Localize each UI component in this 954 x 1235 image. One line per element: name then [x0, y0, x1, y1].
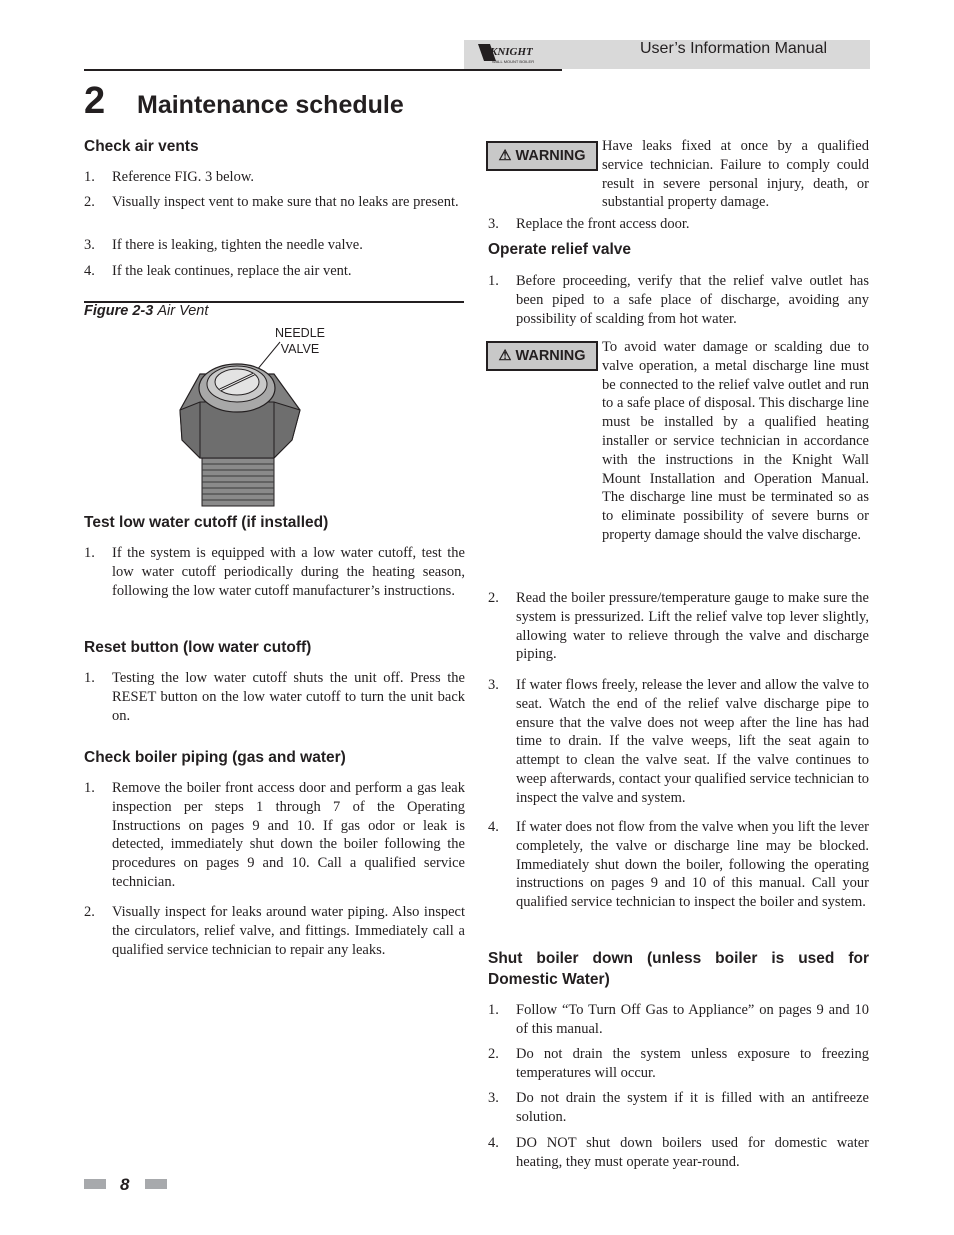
list-item: 1. If the system is equipped with a low water cutoff, test the low water cutoff periodically during the heating season, following the low water cutoff manufacturer’s instructions. [84, 545, 465, 599]
heading-test-low-water-cutoff: Test low water cutoff (if installed) [84, 514, 329, 531]
heading-operate-relief-valve: Operate relief valve [488, 241, 632, 258]
air-vent-illustration [170, 340, 320, 510]
warning-text: Have leaks fixed at once by a qualified service technician. Failure to comply could result in severe personal injury, death, or substantial property damage. [602, 138, 869, 211]
list-item: 1. Reference FIG. 3 below. [84, 169, 254, 185]
list-item: 4. If the leak continues, replace the air vent. [84, 263, 352, 279]
list-item: 3. Do not drain the system if it is filled with an antifreeze solution. [488, 1090, 869, 1125]
list-item: 2. Visually inspect for leaks around water piping. Also inspect the circulators, relief valve, and fittings. Immediately call a qualified service technician to repair any leaks. [84, 904, 465, 958]
list-item: 1. Testing the low water cutoff shuts the unit off. Press the RESET button on the low water cutoff to turn the unit back on. [84, 670, 465, 724]
list-item: 1. Follow “To Turn Off Gas to Appliance” on pages 9 and 10 of this manual. [488, 1002, 869, 1037]
svg-text:WALL MOUNT BOILER: WALL MOUNT BOILER [492, 59, 535, 64]
heading-reset-button: Reset button (low water cutoff) [84, 639, 312, 656]
footer-bar-left [84, 1179, 106, 1189]
list-item: 3. Replace the front access door. [488, 216, 690, 232]
knight-logo [476, 41, 548, 67]
figure-caption: Figure 2-3 Air Vent [84, 303, 209, 319]
chapter-number: 2 [84, 80, 106, 122]
svg-text:KNIGHT: KNIGHT [490, 46, 533, 58]
warning-text: To avoid water damage or scalding due to valve operation, a metal discharge line must be connected to the relief valve outlet and run to a safe place of disposal. This discharge line must be installed by a qualified heating installer or service technician in accordance with the instructions in the Knight Wall Mount Installation and Operation Manual. The discharge line must be terminated so as to eliminate possibility of severe burns or property damage should the valve discharge. [602, 339, 869, 543]
needle-valve-label: NEEDLE VALVE [274, 326, 326, 356]
list-item: 4. If water does not flow from the valve when you lift the lever completely, the valve or discharge line may be blocked. Immediately shut down the boiler, following the operating instructions on pages 9 and 10 of this manual. Call your qualified service technician to inspect the boiler and system. [488, 819, 869, 911]
list-item: 3. If water flows freely, release the lever and allow the valve to seat. Watch the end of the relief valve discharge pipe to ensure that the valve does not weep after the line has had time to drain. If the valve weeps, lift the seat again to attempt to clean the valve seat. If the valve continues to weep afterwards, contact your qualified service technician to inspect the valve and system. [488, 677, 869, 806]
list-item: 2. Visually inspect vent to make sure that no leaks are present. [84, 194, 459, 210]
heading-shut-boiler-down: Shut boiler down (unless boiler is used for Domestic Water) [488, 950, 869, 988]
header-rule [84, 69, 562, 71]
warning-badge: ⚠ WARNING [486, 341, 598, 371]
heading-check-boiler-piping: Check boiler piping (gas and water) [84, 749, 346, 766]
heading-check-air-vents: Check air vents [84, 138, 199, 155]
list-item: 2. Read the boiler pressure/temperature gauge to make sure the system is pressurized. Lift the relief valve top lever slightly, allowing water to relieve through the valve and discharge piping. [488, 590, 869, 663]
list-item: 2. Do not drain the system unless exposure to freezing temperatures will occur. [488, 1046, 869, 1081]
list-item: 3. If there is leaking, tighten the needle valve. [84, 237, 363, 253]
manual-title: User’s Information Manual [640, 40, 828, 57]
list-item: 4. DO NOT shut down boilers used for domestic water heating, they must operate year-round. [488, 1135, 869, 1170]
page-number: 8 [120, 1175, 130, 1194]
warning-triangle-icon: ⚠ [498, 148, 512, 164]
warning-triangle-icon: ⚠ [498, 348, 512, 364]
list-item: 1. Before proceeding, verify that the relief valve outlet has been piped to a safe place of discharge, avoiding any possibility of scalding from hot water. [488, 273, 869, 327]
list-item: 1. Remove the boiler front access door and perform a gas leak inspection per steps 1 through 7 of the Operating Instructions on pages 9 and 10. If gas odor or leak is detected, immediately shut down the boiler following the procedures on pages 9 and 10. Call a qualified service technician. [84, 780, 465, 890]
footer-bar-right [145, 1179, 167, 1189]
warning-badge: ⚠ WARNING [486, 141, 598, 171]
chapter-title: Maintenance schedule [137, 91, 404, 119]
